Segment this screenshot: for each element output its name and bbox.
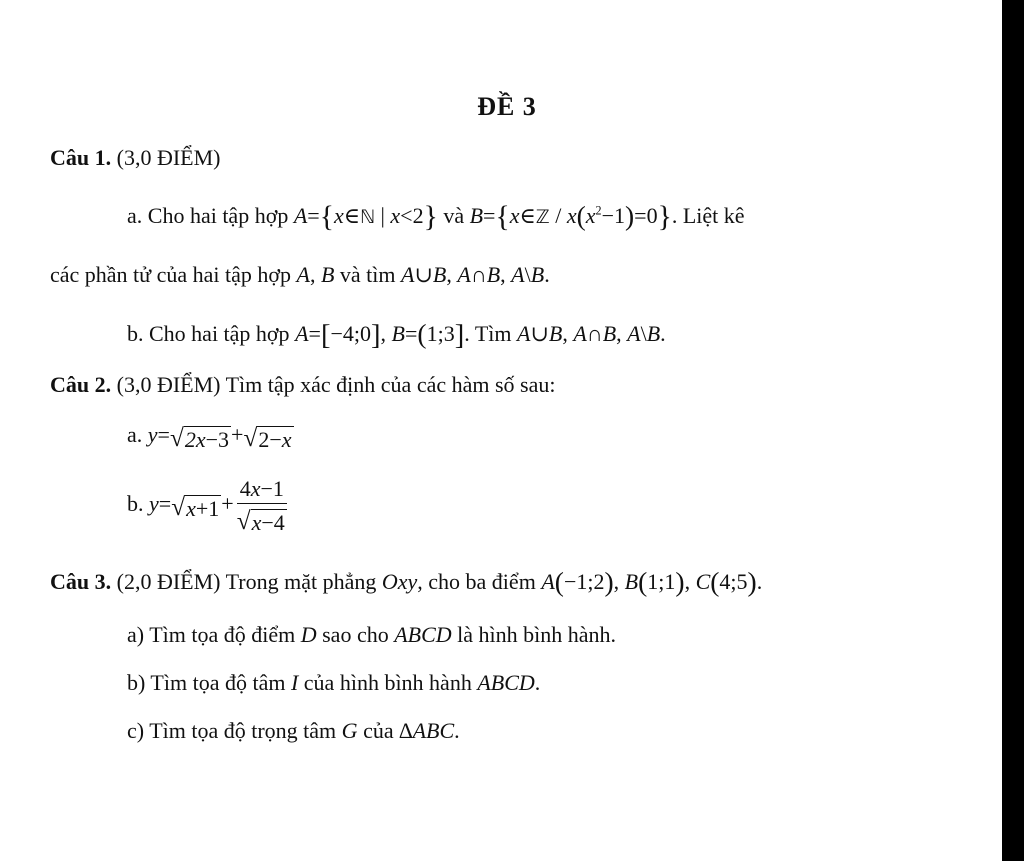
question-3-label: Câu 3.: [50, 569, 112, 594]
question-3-intro: Trong mặt phẳng: [225, 569, 377, 594]
q3b-text: b) Tìm tọa độ tâm: [127, 670, 286, 695]
question-2-label: Câu 2.: [50, 372, 112, 397]
points-abc: A(−1;2), B(1;1), C(4;5).: [541, 566, 763, 597]
question-3-given: , cho ba điểm: [417, 569, 536, 594]
function-2b: y= √ x+1 + 4x−1 √ x−4: [149, 491, 290, 516]
question-1-label: Câu 1.: [50, 145, 112, 170]
question-3-heading: [50, 568, 762, 596]
q3a-text2: sao cho: [322, 622, 389, 647]
question-3-points: (2,0 ĐIỂM): [116, 569, 221, 594]
q3c-text2: của: [363, 718, 394, 743]
set-operations-1b: A∪B, A∩B, A\B.: [517, 321, 666, 346]
interval-a: A=[−4;0], B=(1;3]: [295, 318, 465, 351]
question-2a: [127, 424, 294, 451]
set-a-definition: A={x∈ℕ | x<2}: [293, 201, 438, 233]
triangle-abc: ∆ABC.: [399, 718, 460, 743]
function-2a: y= √ 2x−3 + √ 2−x: [147, 422, 292, 452]
question-1a-line-1: [127, 202, 745, 233]
question-1b: [127, 320, 666, 351]
q1a-and: và: [443, 203, 465, 228]
question-3a: [127, 624, 616, 646]
point-d: D: [300, 622, 317, 647]
point-g: G: [341, 718, 358, 743]
question-2-heading: [50, 374, 556, 396]
quad-abcd-2: ABCD.: [477, 670, 541, 695]
question-2b: [127, 478, 290, 534]
question-1a-line-2: [50, 264, 550, 286]
q3b-text2: của hình bình hành: [303, 670, 472, 695]
right-edge-bar: [1002, 0, 1024, 861]
question-3c: [127, 720, 460, 742]
question-2-points: (3,0 ĐIỂM): [116, 372, 221, 397]
q1a-prefix: a. Cho hai tập hợp: [127, 203, 289, 228]
quad-abcd: ABCD: [394, 622, 452, 647]
q3a-text3: là hình bình hành.: [457, 622, 617, 647]
q2b-label: b.: [127, 491, 144, 517]
q1b-prefix: b. Cho hai tập hợp: [127, 321, 290, 346]
question-3b: [127, 672, 540, 694]
set-operations-1a: A∪B, A∩B, A\B.: [401, 262, 550, 287]
question-2-text: Tìm tập xác định của các hàm số sau:: [225, 372, 556, 397]
point-i: I: [290, 670, 299, 695]
q1a-line2-text: các phần tử của hai tập hợp: [50, 262, 292, 287]
q1b-find: . Tìm: [464, 321, 512, 346]
question-1-points: (3,0 ĐIỂM): [116, 145, 221, 170]
q1a-suffix: . Liệt kê: [671, 203, 745, 228]
plane-oxy: Oxy: [381, 569, 418, 594]
q1a-find: và tìm: [339, 262, 396, 287]
q3c-text: c) Tìm tọa độ trọng tâm: [127, 718, 337, 743]
q2a-label: a.: [127, 422, 143, 447]
set-b-definition: B={x∈ℤ / $x(x^2-1)=0$}: [469, 200, 672, 233]
exam-title: ĐỀ 3: [477, 92, 537, 121]
q3a-text: a) Tìm tọa độ điểm: [127, 622, 296, 647]
sets-ab: A, B: [296, 262, 335, 287]
question-1-heading: [50, 147, 221, 169]
